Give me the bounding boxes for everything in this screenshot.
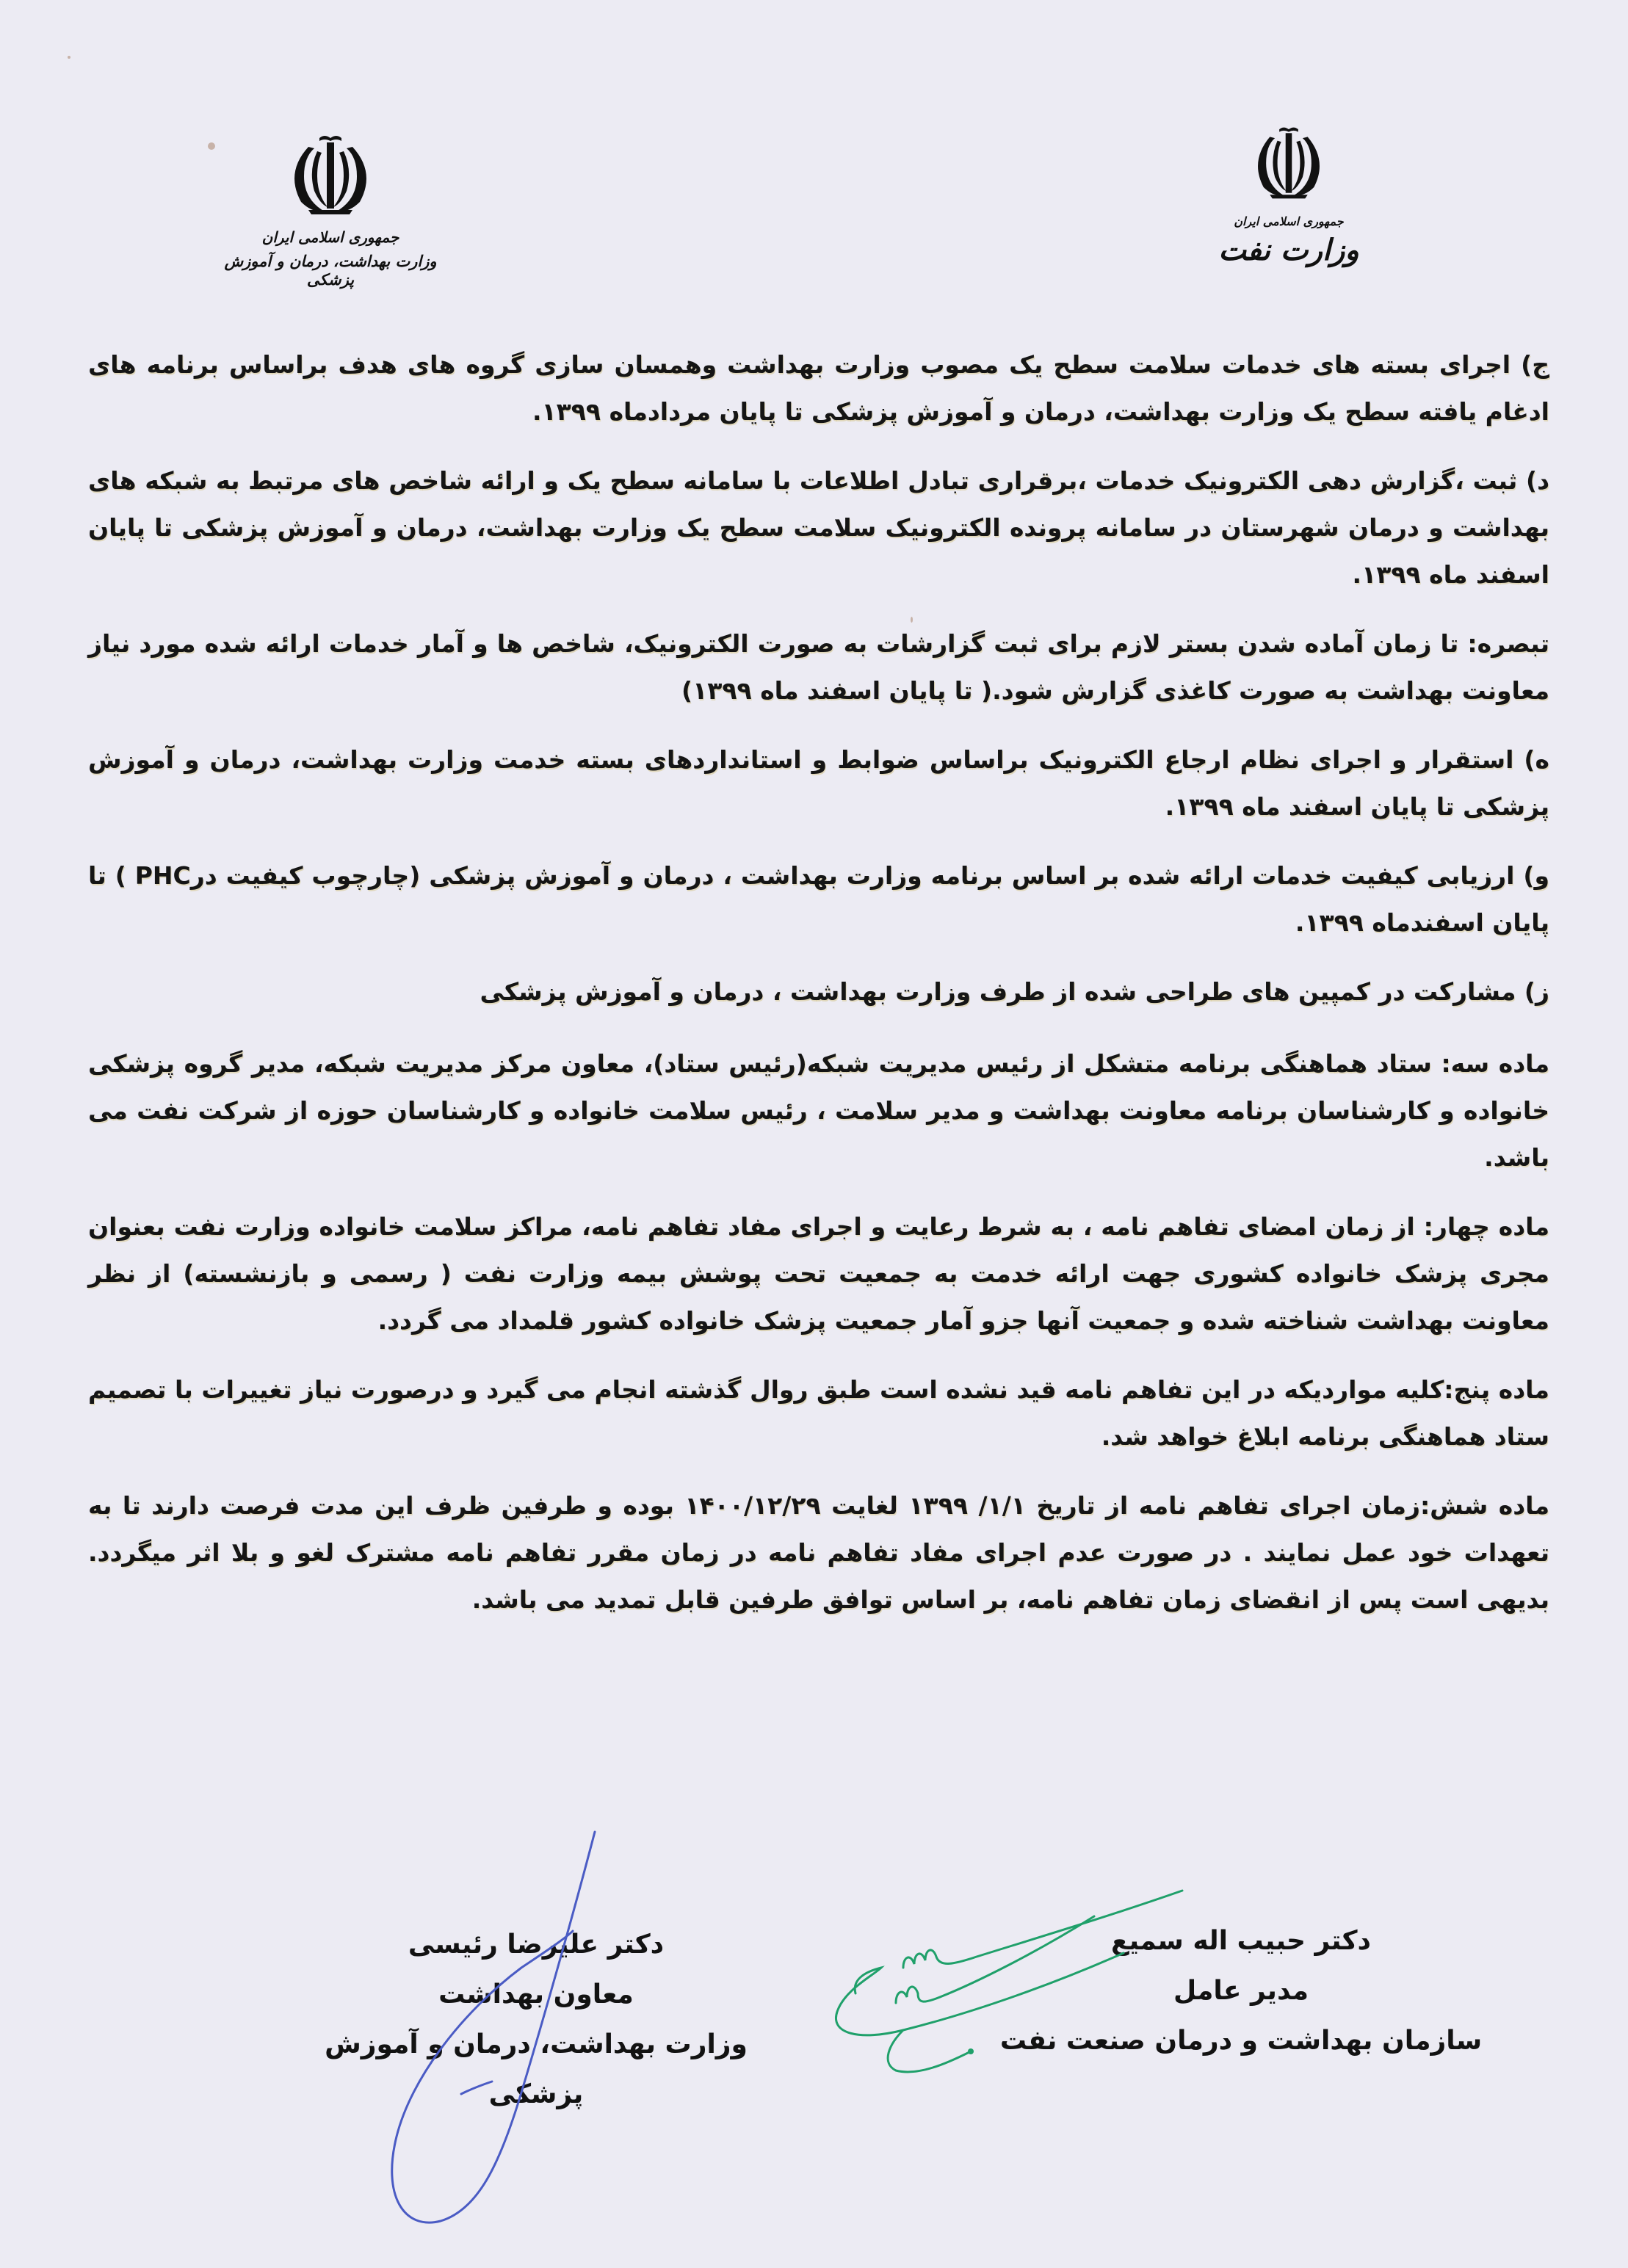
clause-note — [88, 620, 1549, 714]
article-3 — [88, 1040, 1549, 1181]
clause-text: د) ثبت ،گزارش دهی الکترونیک خدمات ،برقراری تبادل اطلاعات با سامانه سطح یک و ارائه شاخص های مرتبط به شبکه های بهداشت و درمان شهرستان در سامانه پرونده الکترونیک سلامت سطح یک وزارت بهداشت، درمان و آموزش پزشکی تا پایان اسفند ماه ۱۳۹۹. — [88, 466, 1549, 589]
clause-z — [88, 968, 1549, 1015]
signatory-health-ministry — [279, 1920, 793, 2120]
signatory-organization: سازمان بهداشت و درمان صنعت نفت — [999, 2026, 1483, 2056]
clause-text: و) ارزیابی کیفیت خدمات ارائه شده بر اساس برنامه وزارت بهداشت ، درمان و آموزش پزشکی (چارچوب کیفیت درPHC ) تا پایان اسفندماه ۱۳۹۹. — [88, 861, 1549, 937]
clause-d — [88, 457, 1549, 598]
clause-text: تبصره: تا زمان آماده شدن بستر لازم برای ثبت گزارشات به صورت الکترونیک، شاخص ها و آمار خدمات ارائه شده مورد نیاز معاونت بهداشت به صورت کاغذی گزارش شود.( تا پایان اسفند ماه ۱۳۹۹) — [88, 629, 1549, 705]
article-text: ستاد هماهنگی برنامه متشکل از رئیس مدیریت شبکه(رئیس ستاد)، معاون مرکز مدیریت شبکه، مدیر گروه پزشکی خانواده و کارشناسان برنامه معاونت بهداشت و مدیر سلامت ، رئیس سلامت خانواده و کارشناسان حوزه از شرکت نفت می باشد. — [88, 1049, 1549, 1172]
clause-text: ز) مشارکت در کمپین های طراحی شده از طرف وزارت بهداشت ، درمان و آموزش پزشکی — [480, 977, 1549, 1006]
article-label: ماده شش: — [1419, 1491, 1550, 1520]
article-text: از زمان امضای تفاهم نامه ، به شرط رعایت و اجرای مفاد تفاهم نامه، مراکز سلامت خانواده وزارت نفت بعنوان مجری پزشک خانواده کشوری جهت ارائه خدمت به جمعیت تحت پوشش بیمه وزارت نفت ( رسمی و بازنشسته) از نظر معاونت بهداشت شناخته شده و جمعیت آنها جزو آمار جمعیت پزشک خانواده کشور قلمداد می گردد. — [88, 1212, 1549, 1335]
article-6 — [88, 1482, 1549, 1623]
article-4 — [88, 1203, 1549, 1344]
iran-emblem-icon — [198, 132, 463, 224]
signatory-organization: وزارت بهداشت، درمان و آموزش پزشکی — [325, 2029, 748, 2109]
article-5 — [88, 1366, 1549, 1460]
oil-ministry-emblem-block — [1190, 117, 1388, 267]
article-label: ماده چهار: — [1423, 1212, 1549, 1241]
emblem-caption-country: جمهوری اسلامی ایران — [261, 228, 399, 246]
clause-text: ه) استقرار و اجرای نظام ارجاع الکترونیک براساس ضوابط و استانداردهای بسته خدمت وزارت بهداشت، درمان و آموزش پزشکی تا پایان اسفند ماه ۱۳۹۹. — [88, 745, 1549, 821]
emblem-caption-country: جمهوری اسلامی ایران — [1234, 214, 1344, 228]
article-label: ماده سه: — [1441, 1049, 1550, 1078]
signatory-name: دکتر علیرضا رئیسی — [408, 1930, 665, 1960]
paper-speck — [68, 56, 70, 59]
clause-h — [88, 736, 1549, 830]
iran-emblem-icon — [1190, 117, 1388, 213]
clause-j — [88, 341, 1549, 435]
article-text: زمان اجرای تفاهم نامه از تاریخ ۱/۱/ ۱۳۹۹ لغایت ۱۴۰۰/۱۲/۲۹ بوده و طرفین ظرف این مدت فرصت دارند تا به تعهدات خود عمل نمایند . در صورت عدم اجرای مفاد تفاهم نامه در زمان مقرر تفاهم نامه مشترک لغو و بلا اثر میگردد. بدیهی است پس از انقضای زمان تفاهم نامه، بر اساس توافق طرفین قابل تمدید می باشد. — [88, 1491, 1549, 1614]
article-text: کلیه مواردیکه در این تفاهم نامه قید نشده است طبق روال گذشته انجام می گیرد و درصورت نیاز تغییرات با تصمیم ستاد هماهنگی برنامه ابلاغ خواهد شد. — [88, 1375, 1549, 1451]
clause-v — [88, 852, 1549, 946]
emblem-caption-ministry: وزارت بهداشت، درمان و آموزش پزشکی — [224, 252, 437, 289]
signatory-title: معاون بهداشت — [438, 1979, 634, 2010]
clause-text: ج) اجرای بسته های خدمات سلامت سطح یک مصوب وزارت بهداشت وهمسان سازی گروه های هدف براساس برنامه های ادغام یافته سطح یک وزارت بهداشت، درمان و آموزش پزشکی تا پایان مردادماه ۱۳۹۹. — [88, 350, 1549, 426]
emblem-caption-ministry: وزارت نفت — [1218, 233, 1359, 267]
signatory-oil-health-org — [984, 1916, 1498, 2066]
document-body — [88, 341, 1549, 1645]
signatory-name: دکتر حبیب اله سمیع — [1110, 1926, 1372, 1956]
article-label: ماده پنج: — [1444, 1375, 1549, 1404]
signatory-title: مدیر عامل — [1173, 1976, 1309, 2006]
health-ministry-emblem-block — [198, 132, 463, 289]
